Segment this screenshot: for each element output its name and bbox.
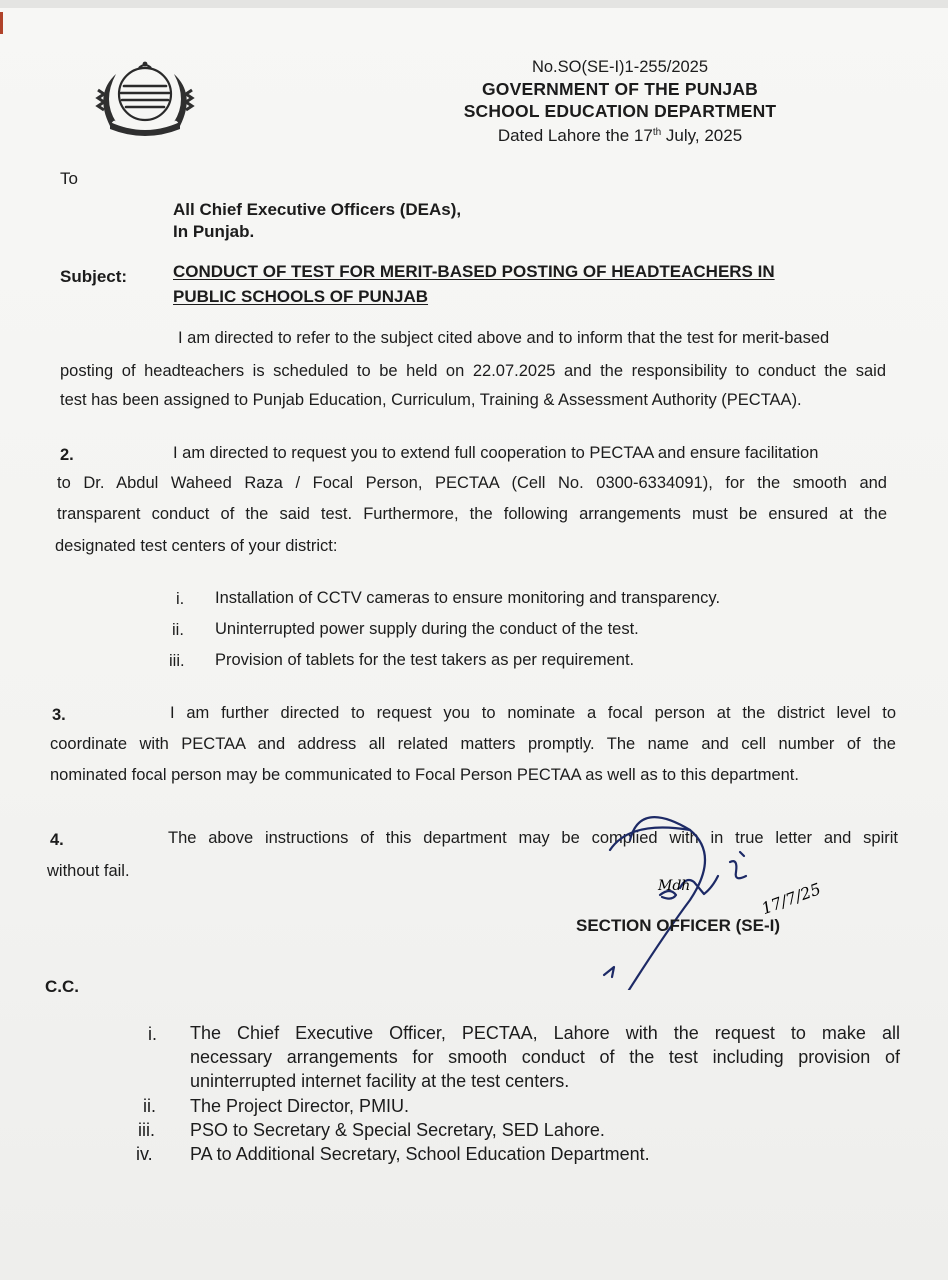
- subject-line-1: CONDUCT OF TEST FOR MERIT-BASED POSTING OF HEADTEACHERS IN: [173, 262, 775, 281]
- addressee-line-2: In Punjab.: [173, 222, 255, 241]
- cc-item-2-text: The Project Director, PMIU.: [190, 1096, 410, 1116]
- subject-label: Subject:: [60, 267, 128, 286]
- para3-line-3: nominated focal person may be communicated to Focal Person PECTAA as well as to this department.: [50, 766, 799, 784]
- cc-item-4-text: PA to Additional Secretary, School Education Department.: [190, 1144, 650, 1164]
- para3-number: 3.: [52, 706, 66, 724]
- arrangement-1-text: Installation of CCTV cameras to ensure monitoring and transparency.: [215, 589, 721, 607]
- letter-date: Dated Lahore the 17th July, 2025: [497, 126, 743, 145]
- arrangement-3-text: Provision of tablets for the test takers as per requirement.: [215, 651, 635, 669]
- para4-number: 4.: [50, 831, 64, 849]
- cc-item-4-number: iv.: [136, 1144, 153, 1164]
- to-label: To: [60, 169, 78, 188]
- signatory-designation: SECTION OFFICER (SE-I): [576, 916, 780, 935]
- para3-line-1: I am further directed to request you to nominate a focal person at the district level to: [170, 704, 896, 722]
- arrangement-2-text: Uninterrupted power supply during the conduct of the test.: [215, 620, 639, 638]
- cc-item-1-line-1: The Chief Executive Officer, PECTAA, Lahore with the request to make all: [190, 1023, 900, 1043]
- cc-label: C.C.: [45, 977, 79, 996]
- arrangement-1-number: i.: [176, 590, 185, 608]
- cc-item-1-line-3: uninterrupted internet facility at the test centers.: [190, 1071, 570, 1091]
- government-name: GOVERNMENT OF THE PUNJAB: [481, 79, 759, 99]
- government-of-punjab-emblem-icon: [80, 50, 210, 142]
- handwritten-signature: [560, 800, 870, 990]
- para1-line-2: posting of headteachers is scheduled to be held on 22.07.2025 and the responsibility to conduct the said: [60, 362, 886, 380]
- para2-line-2: to Dr. Abdul Waheed Raza / Focal Person, PECTAA (Cell No. 0300-6334091), for the smooth and: [57, 474, 887, 492]
- arrangement-3-number: iii.: [169, 652, 185, 670]
- para4-line-1: The above instructions of this department may be complied with in true letter and spirit: [168, 829, 898, 847]
- cc-item-3-number: iii.: [138, 1120, 155, 1140]
- scan-edge-mark: [0, 12, 3, 34]
- cc-item-1-line-2: necessary arrangements for smooth conduct of the test including provision of: [190, 1047, 900, 1067]
- department-name: SCHOOL EDUCATION DEPARTMENT: [463, 101, 777, 121]
- para3-line-2: coordinate with PECTAA and address all related matters promptly. The name and cell number of the: [50, 735, 896, 753]
- para2-line-3: transparent conduct of the said test. Furthermore, the following arrangements must be ensured at the: [57, 505, 887, 523]
- cc-item-1-number: i.: [148, 1024, 157, 1044]
- cc-item-2-number: ii.: [143, 1096, 156, 1116]
- para1-line-1: I am directed to refer to the subject cited above and to inform that the test for merit-based: [178, 329, 830, 347]
- reference-number: No.SO(SE-I)1-255/2025: [531, 58, 709, 76]
- handwritten-date: 17/7/25: [758, 879, 824, 919]
- para2-line-1: I am directed to request you to extend full cooperation to PECTAA and ensure facilitation: [173, 444, 819, 462]
- para2-number: 2.: [60, 446, 74, 464]
- scan-top-band: [0, 0, 948, 8]
- para4-line-2: without fail.: [47, 862, 130, 880]
- svg-text:Mdh: Mdh: [658, 878, 691, 894]
- subject-line-2: PUBLIC SCHOOLS OF PUNJAB: [173, 287, 429, 306]
- para2-line-4: designated test centers of your district:: [55, 537, 338, 555]
- arrangement-2-number: ii.: [172, 621, 184, 639]
- letter-header: [440, 56, 800, 147]
- cc-item-3-text: PSO to Secretary & Special Secretary, SED Lahore.: [190, 1120, 605, 1140]
- addressee-line-1: All Chief Executive Officers (DEAs),: [173, 200, 462, 219]
- para1-line-3: test has been assigned to Punjab Education, Curriculum, Training & Assessment Authority (PECTAA).: [60, 391, 802, 409]
